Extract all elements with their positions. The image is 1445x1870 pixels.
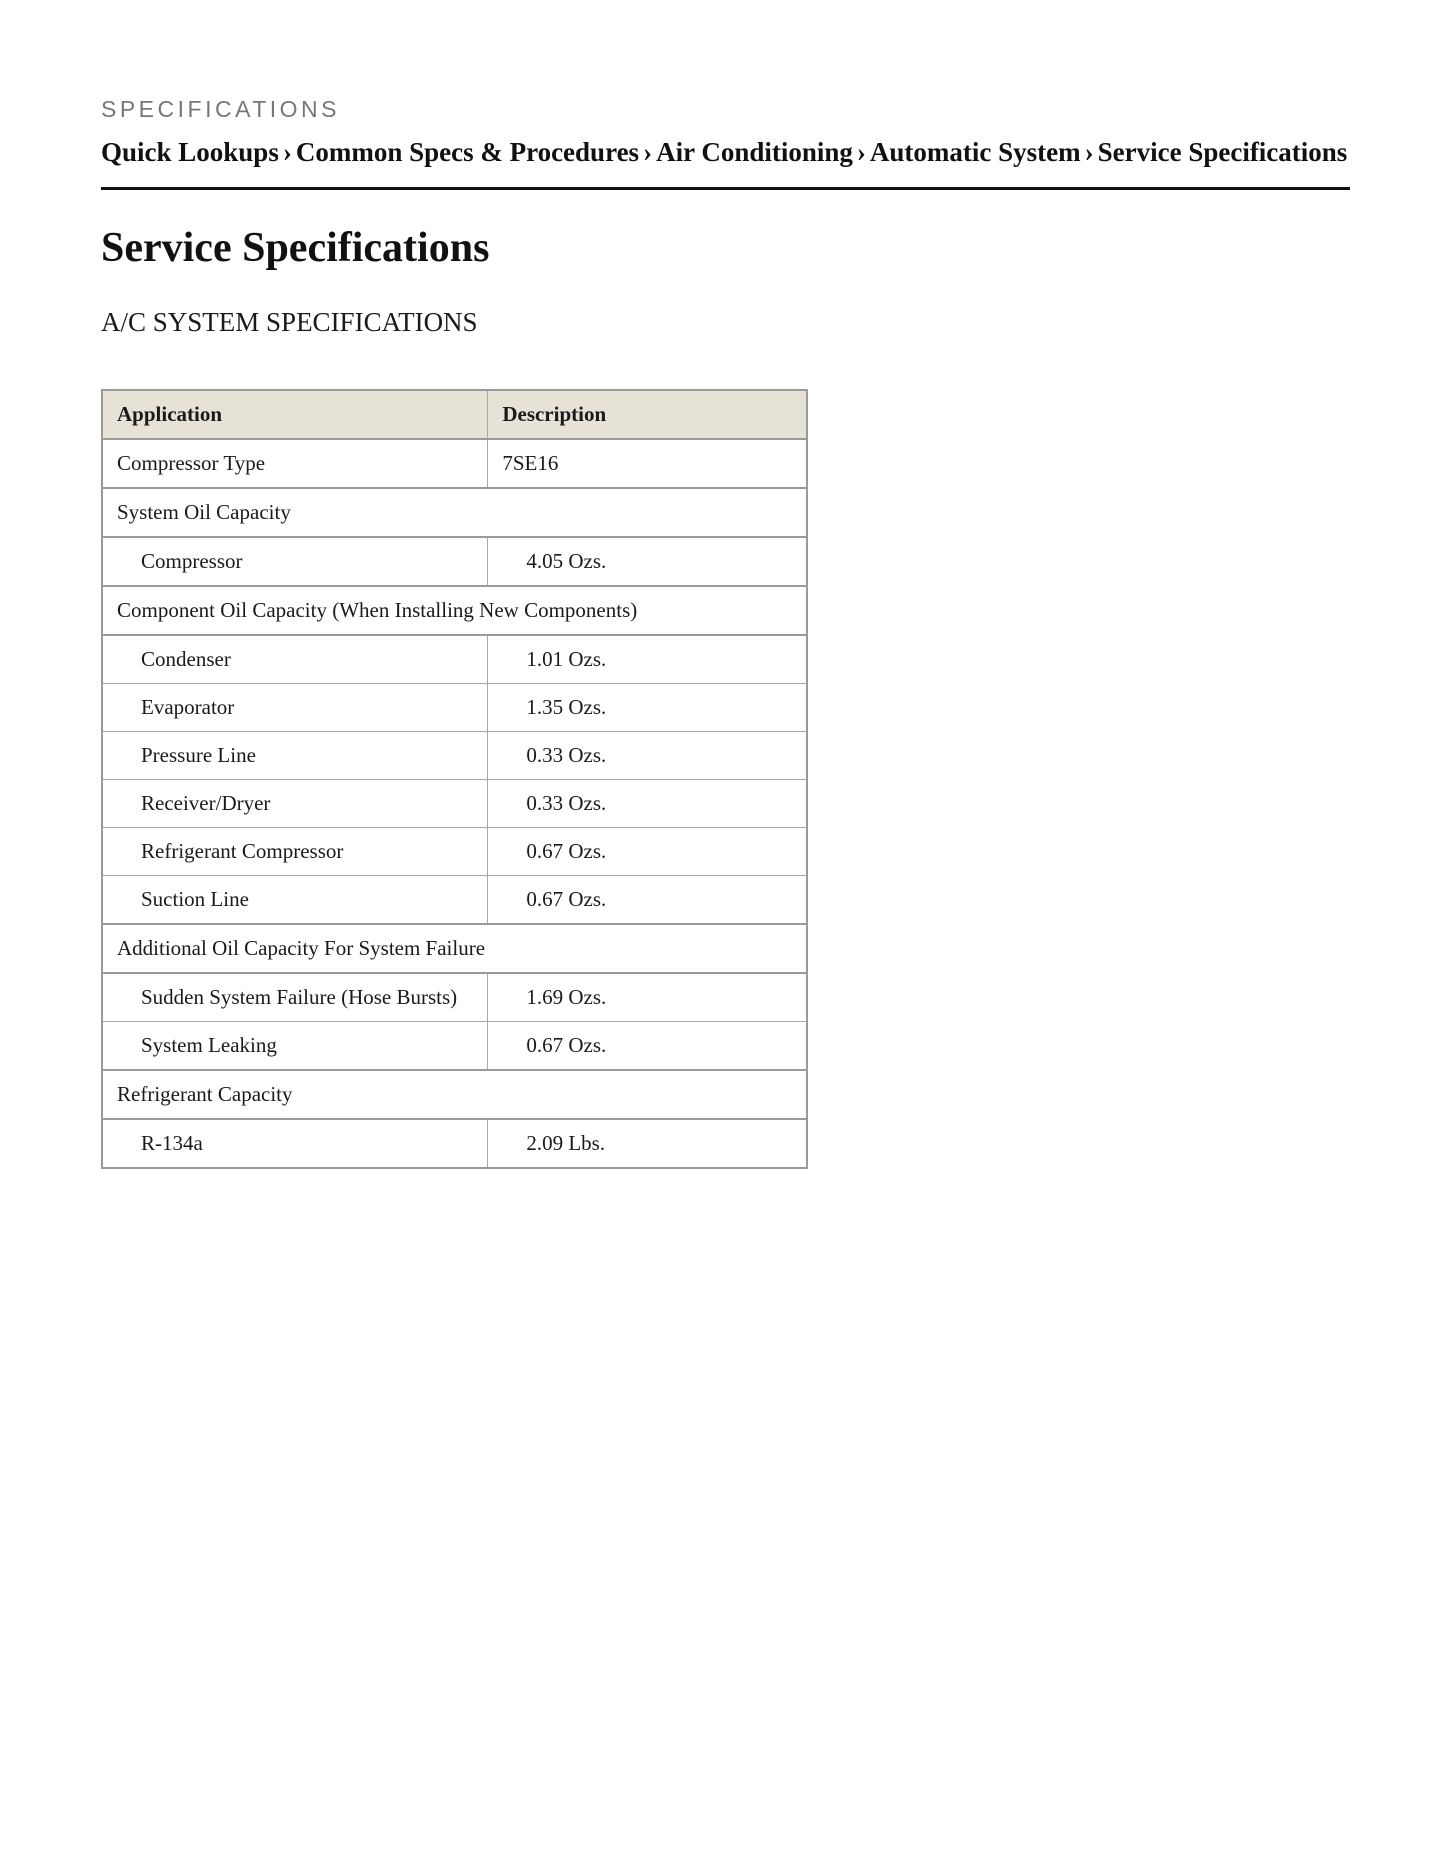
application-cell: System Leaking	[102, 1022, 488, 1071]
table-row	[102, 876, 807, 925]
description-cell: 0.67 Ozs.	[488, 1022, 807, 1071]
table-group-row	[102, 586, 807, 635]
application-cell: Receiver/Dryer	[102, 780, 488, 828]
table-group-row	[102, 1070, 807, 1119]
description-cell: 0.67 Ozs.	[488, 828, 807, 876]
table-group-row	[102, 488, 807, 537]
breadcrumb-item[interactable]: Common Specs & Procedures	[295, 137, 640, 167]
group-label: Component Oil Capacity (When Installing New Components)	[102, 586, 807, 635]
breadcrumb-separator: ›	[856, 137, 866, 167]
breadcrumb-separator: ›	[1084, 137, 1094, 167]
table-row	[102, 1022, 807, 1071]
group-label: System Oil Capacity	[102, 488, 807, 537]
section-heading: A/C SYSTEM SPECIFICATIONS	[101, 307, 478, 337]
breadcrumb-item[interactable]: Quick Lookups	[101, 137, 279, 167]
description-cell: 1.35 Ozs.	[488, 684, 807, 732]
application-cell: Refrigerant Compressor	[102, 828, 488, 876]
application-cell: Condenser	[102, 635, 488, 684]
header-divider	[101, 187, 1350, 190]
application-cell: R-134a	[102, 1119, 488, 1168]
group-label: Refrigerant Capacity	[102, 1070, 807, 1119]
application-cell: Evaporator	[102, 684, 488, 732]
breadcrumb-item-current: Service Specifications	[1097, 137, 1348, 167]
table-row	[102, 684, 807, 732]
breadcrumb-separator: ›	[282, 137, 292, 167]
table-body	[102, 439, 807, 1168]
section-kicker: SPECIFICATIONS	[101, 96, 340, 122]
table-row	[102, 635, 807, 684]
description-cell: 7SE16	[488, 439, 807, 488]
description-cell: 1.69 Ozs.	[488, 973, 807, 1022]
application-cell: Compressor	[102, 537, 488, 586]
specifications-table	[101, 389, 808, 1169]
description-cell: 0.33 Ozs.	[488, 732, 807, 780]
description-cell: 0.33 Ozs.	[488, 780, 807, 828]
application-cell: Compressor Type	[102, 439, 488, 488]
description-cell: 0.67 Ozs.	[488, 876, 807, 925]
table-row	[102, 973, 807, 1022]
application-cell: Pressure Line	[102, 732, 488, 780]
table-row	[102, 780, 807, 828]
description-cell: 2.09 Lbs.	[488, 1119, 807, 1168]
column-header-description: Description	[488, 390, 807, 439]
table-row	[102, 537, 807, 586]
table-row	[102, 828, 807, 876]
column-header-application: Application	[102, 390, 488, 439]
description-cell: 4.05 Ozs.	[488, 537, 807, 586]
table-row	[102, 439, 807, 488]
table-row	[102, 732, 807, 780]
application-cell: Sudden System Failure (Hose Bursts)	[102, 973, 488, 1022]
table-group-row	[102, 924, 807, 973]
table-header-row	[102, 390, 807, 439]
page-title: Service Specifications	[101, 225, 490, 271]
application-cell: Suction Line	[102, 876, 488, 925]
breadcrumb-item[interactable]: Air Conditioning	[656, 137, 853, 167]
breadcrumb-item[interactable]: Automatic System	[869, 137, 1081, 167]
breadcrumb-separator: ›	[643, 137, 653, 167]
breadcrumb	[101, 137, 1347, 168]
table-row	[102, 1119, 807, 1168]
group-label: Additional Oil Capacity For System Failure	[102, 924, 807, 973]
description-cell: 1.01 Ozs.	[488, 635, 807, 684]
